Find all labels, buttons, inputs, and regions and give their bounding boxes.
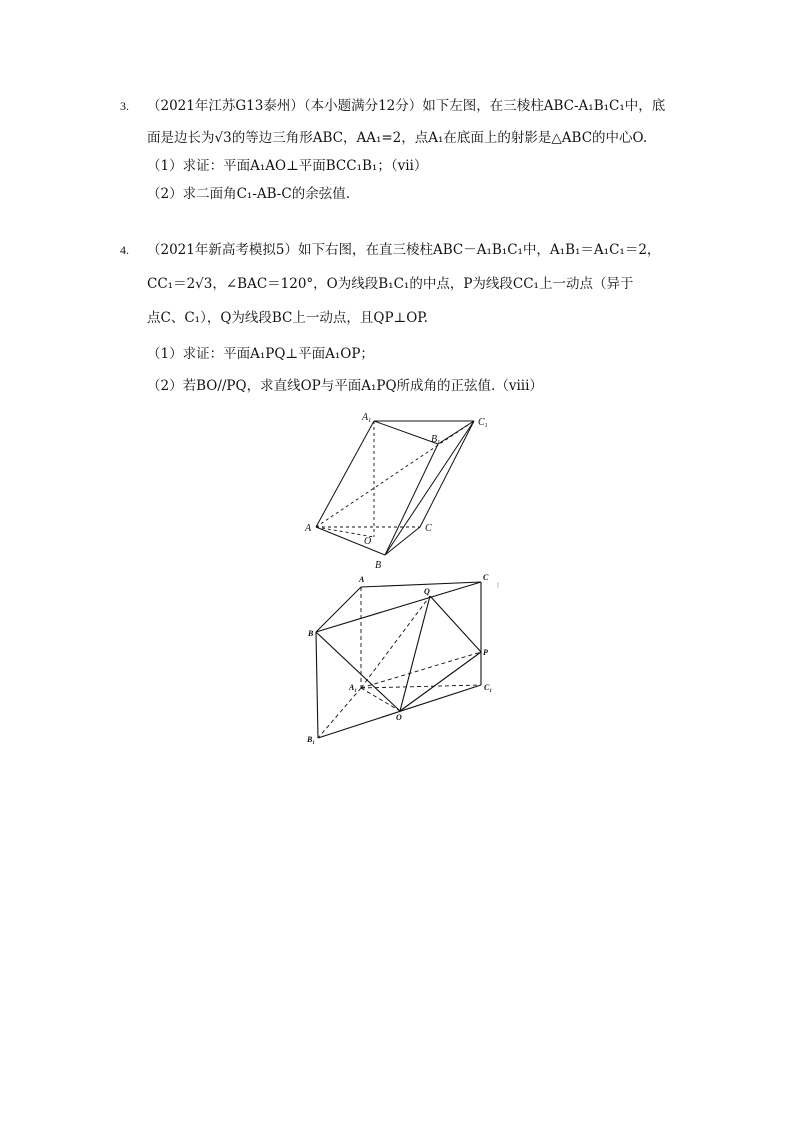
label-B1: $B_1$ — [431, 434, 441, 446]
problem-3-number: 3. — [120, 99, 129, 113]
problem-4-number: 4. — [120, 243, 129, 257]
edge-A-C — [361, 582, 481, 587]
segment-Q-P — [430, 596, 481, 652]
label-A1: $A_1$ — [349, 683, 357, 694]
problem-3-text-line-2: 面是边长为√3的等边三角形ABC，AA₁=2，点A₁在底面上的射影是△ABC的中心O. — [147, 130, 648, 146]
segment-A1-P-hidden — [361, 652, 481, 688]
label-O: O — [364, 536, 372, 547]
edge-B-B1 — [316, 632, 318, 738]
problem-3-question-2: （2）求二面角C₁-AB-C的余弦值. — [147, 186, 350, 202]
problem-3-text-line-1: （2021年江苏G13泰州）（本小题满分12分）如下左图，在三棱柱ABC-A₁B₁C₁中，底 — [147, 98, 666, 114]
problem-4-text-line-1: （2021年新高考模拟5）如下右图，在直三棱柱ABC－A₁B₁C₁中，A₁B₁＝A₁C₁＝2， — [147, 242, 661, 258]
problem-4-text-line-2: CC₁＝2√3，∠BAC＝120°，O为线段B₁C₁的中点，P为线段CC₁上一动点（异于 — [147, 276, 634, 292]
edge-B1-C1 — [318, 685, 481, 738]
problem-4-text-line-3: 点C、C₁），Q为线段BC上一动点，且QP⊥OP. — [147, 310, 428, 326]
label-C1: $C_1$ — [484, 683, 492, 694]
label-B: B — [375, 560, 382, 571]
label-A: A — [359, 575, 365, 584]
label-A1: $A_1$ — [362, 412, 372, 424]
problem-4-question-1: （1）求证：平面A₁PQ⊥平面A₁OP； — [147, 346, 374, 362]
label-C: C — [425, 523, 432, 534]
label-P: P — [483, 648, 488, 657]
label-A: A — [305, 523, 312, 534]
segment-B-O — [316, 632, 400, 711]
label-B: B — [308, 629, 314, 638]
label-C1: $C_1$ — [478, 417, 488, 429]
problem-4-question-2: （2）若BO//PQ，求直线OP与平面A₁PQ所成角的正弦值.（viii） — [147, 378, 543, 394]
label-C: C — [483, 573, 489, 582]
problem-3-question-1: （1）求证：平面A₁AO⊥平面BCC₁B₁；（vii） — [147, 158, 428, 174]
label-Q: Q — [424, 587, 430, 596]
label-B1: $B_1$ — [307, 735, 315, 746]
label-O: O — [396, 713, 402, 722]
segment-A1-O-hidden — [361, 688, 400, 711]
segment-A1-Q-hidden — [361, 596, 430, 688]
segment-O-P — [400, 652, 481, 711]
edge-A1-C1-hidden — [361, 685, 481, 688]
segment-O-Q — [400, 596, 430, 711]
